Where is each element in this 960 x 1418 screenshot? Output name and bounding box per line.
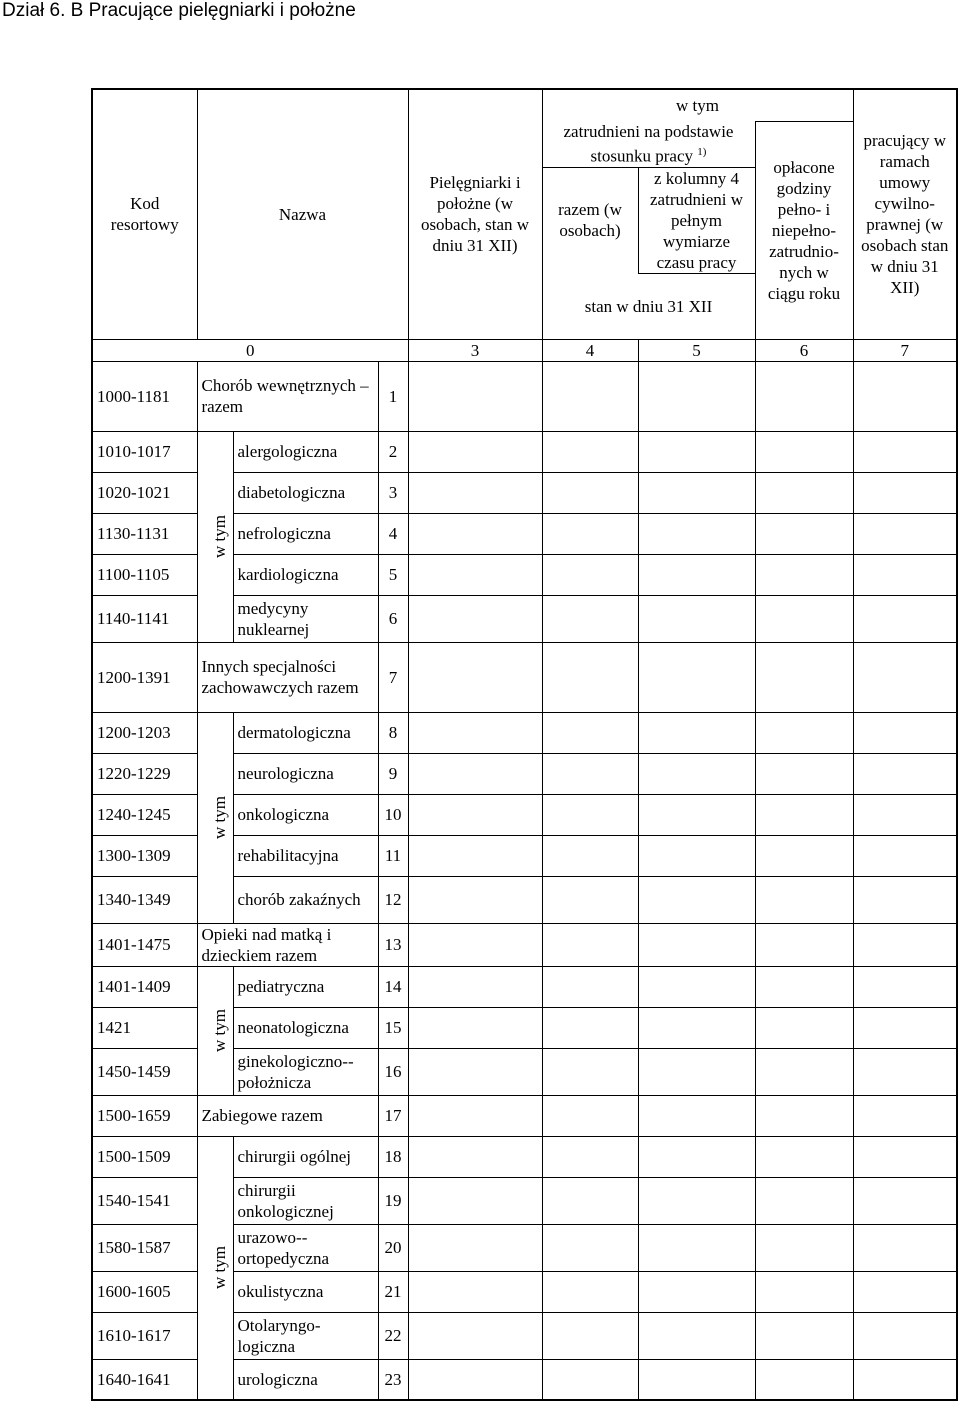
razem-header: razem (w osobach)	[542, 167, 638, 273]
row-number: 19	[378, 1177, 408, 1224]
row-number: 5	[378, 554, 408, 595]
row-name: kardiologiczna	[233, 554, 378, 595]
row-number: 12	[378, 876, 408, 923]
oplacone-header: opłacone godziny pełno- i niepełno-zatrudnio-nych w ciągu roku	[755, 121, 853, 339]
table-row	[92, 642, 957, 712]
row-code: 1020-1021	[92, 472, 197, 513]
row-name: Zabiegowe razem	[197, 1095, 378, 1136]
row-name: dermatologiczna	[233, 712, 378, 753]
row-code: 1100-1105	[92, 554, 197, 595]
row-number: 13	[378, 923, 408, 966]
row-code: 1340-1349	[92, 876, 197, 923]
table-row	[92, 966, 957, 1007]
row-code: 1200-1391	[92, 642, 197, 712]
row-code: 1240-1245	[92, 794, 197, 835]
row-number: 1	[378, 361, 408, 431]
row-code: 1010-1017	[92, 431, 197, 472]
row-number: 18	[378, 1136, 408, 1177]
row-code: 1500-1509	[92, 1136, 197, 1177]
row-number: 11	[378, 835, 408, 876]
row-name: Opieki nad matką i dzieckiem razem	[197, 923, 378, 966]
row-number: 17	[378, 1095, 408, 1136]
row-name: pediatryczna	[233, 966, 378, 1007]
row-code: 1600-1605	[92, 1271, 197, 1312]
row-name: Chorób wewnętrznych – razem	[197, 361, 378, 431]
row-number: 3	[378, 472, 408, 513]
row-code: 1640-1641	[92, 1359, 197, 1400]
col-no-4: 4	[542, 339, 638, 361]
row-code: 1130-1131	[92, 513, 197, 554]
row-number: 20	[378, 1224, 408, 1271]
row-code: 1140-1141	[92, 595, 197, 642]
table-row	[92, 1095, 957, 1136]
row-number: 10	[378, 794, 408, 835]
pielegniarki-header: Pielęgniarki i położne (w osobach, stan w dniu 31 XII)	[408, 89, 542, 339]
row-name: okulistyczna	[233, 1271, 378, 1312]
row-number: 16	[378, 1048, 408, 1095]
row-number: 4	[378, 513, 408, 554]
row-name: urologiczna	[233, 1359, 378, 1400]
w-tym-label: w tym	[197, 431, 233, 642]
w-tym-label: w tym	[197, 1136, 233, 1400]
row-name: Otolaryngo-logiczna	[233, 1312, 378, 1359]
row-name: urazowo--ortopedyczna	[233, 1224, 378, 1271]
row-code: 1580-1587	[92, 1224, 197, 1271]
row-code: 1220-1229	[92, 753, 197, 794]
row-code: 1500-1659	[92, 1095, 197, 1136]
row-number: 23	[378, 1359, 408, 1400]
zatrudnieni-header: zatrudnieni na podstawie stosunku pracy $^{1)}$	[542, 121, 755, 167]
pracujacy-header: pracujący w ramach umowy cywilno-prawnej (w osobach stan w dniu 31 XII)	[853, 89, 957, 339]
kod-header: Kod resortowy	[92, 89, 197, 339]
col-no-0: 0	[92, 339, 408, 361]
staff-table	[91, 88, 958, 1401]
row-number: 22	[378, 1312, 408, 1359]
row-number: 8	[378, 712, 408, 753]
row-number: 2	[378, 431, 408, 472]
row-code: 1450-1459	[92, 1048, 197, 1095]
row-number: 14	[378, 966, 408, 1007]
page-title: Dział 6. B Pracujące pielęgniarki i położne	[2, 0, 356, 21]
row-name: ginekologiczno--położnicza	[233, 1048, 378, 1095]
row-name: chirurgii onkologicznej	[233, 1177, 378, 1224]
row-name: neonatologiczna	[233, 1007, 378, 1048]
row-name: diabetologiczna	[233, 472, 378, 513]
row-name: alergologiczna	[233, 431, 378, 472]
row-name: nefrologiczna	[233, 513, 378, 554]
w-tym-header: w tym	[542, 89, 853, 121]
row-code: 1000-1181	[92, 361, 197, 431]
row-code: 1421	[92, 1007, 197, 1048]
table-row	[92, 431, 957, 472]
row-name: neurologiczna	[233, 753, 378, 794]
row-number: 9	[378, 753, 408, 794]
row-name: chirurgii ogólnej	[233, 1136, 378, 1177]
row-name: rehabilitacyjna	[233, 835, 378, 876]
nazwa-header: Nazwa	[197, 89, 408, 339]
z-kolumny-header: z kolumny 4 zatrudnieni w pełnym wymiarze czasu pracy	[638, 167, 755, 273]
table-row	[92, 361, 957, 431]
row-number: 15	[378, 1007, 408, 1048]
col-no-7: 7	[853, 339, 957, 361]
table-row	[92, 1136, 957, 1177]
row-code: 1540-1541	[92, 1177, 197, 1224]
row-name: Innych specjalności zachowawczych razem	[197, 642, 378, 712]
col-no-3: 3	[408, 339, 542, 361]
row-code: 1300-1309	[92, 835, 197, 876]
table-row	[92, 712, 957, 753]
stan-header: stan w dniu 31 XII	[542, 273, 755, 339]
row-code: 1401-1409	[92, 966, 197, 1007]
row-code: 1610-1617	[92, 1312, 197, 1359]
row-number: 21	[378, 1271, 408, 1312]
row-number: 6	[378, 595, 408, 642]
w-tym-label: w tym	[197, 712, 233, 923]
col-no-5: 5	[638, 339, 755, 361]
row-name: chorób zakaźnych	[233, 876, 378, 923]
w-tym-label: w tym	[197, 966, 233, 1095]
table-row	[92, 923, 957, 966]
row-code: 1401-1475	[92, 923, 197, 966]
row-code: 1200-1203	[92, 712, 197, 753]
col-no-6: 6	[755, 339, 853, 361]
row-number: 7	[378, 642, 408, 712]
row-name: onkologiczna	[233, 794, 378, 835]
row-name: medycyny nuklearnej	[233, 595, 378, 642]
